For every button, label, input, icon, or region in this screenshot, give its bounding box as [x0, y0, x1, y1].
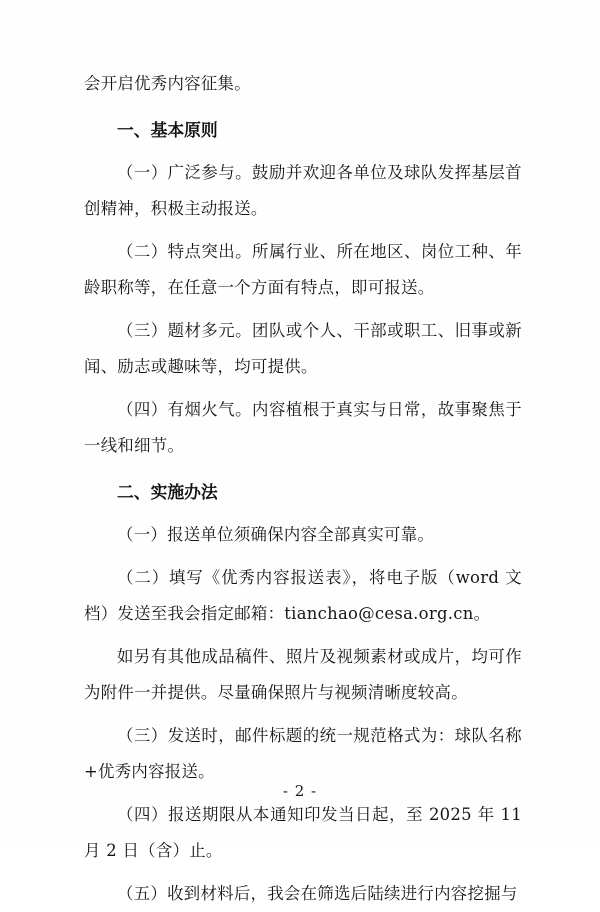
paragraph-method-4: （四）报送期限从本通知印发当日起，至 2025 年 11 月 2 日（含）止。	[84, 805, 522, 860]
spacer	[84, 510, 522, 517]
page-number: - 2 -	[282, 782, 318, 800]
spacer	[84, 869, 522, 876]
paragraph-method-2: （二）填写《优秀内容报送表》，将电子版（word 文档）发送至我会指定邮箱：tianchao@cesa.org.cn。	[84, 568, 522, 623]
spacer	[84, 553, 522, 560]
section-heading-implementation: 二、实施办法	[117, 482, 218, 502]
spacer	[84, 711, 522, 718]
spacer	[84, 227, 522, 234]
paragraph-method-3: （三）发送时，邮件标题的统一规范格式为：球队名称+优秀内容报送。	[84, 726, 522, 781]
section-heading-basic-principles: 一、基本原则	[117, 120, 218, 140]
spacer	[84, 306, 522, 313]
spacer	[84, 385, 522, 392]
spacer	[84, 632, 522, 639]
paragraph-continuation: 会开启优秀内容征集。	[84, 74, 251, 93]
paragraph-principle-1: （一）广泛参与。鼓励并欢迎各单位及球队发挥基层首创精神，积极主动报送。	[84, 163, 522, 218]
paragraph-principle-2: （二）特点突出。所属行业、所在地区、岗位工种、年龄职称等，在任意一个方面有特点，即可报送。	[84, 242, 522, 297]
paragraph-method-1: （一）报送单位须确保内容全部真实可靠。	[117, 525, 435, 544]
paragraph-principle-3: （三）题材多元。团队或个人、干部或职工、旧事或新闻、励志或趣味等，均可提供。	[84, 321, 522, 376]
paragraph-principle-4: （四）有烟火气。内容植根于真实与日常，故事聚焦于一线和细节。	[84, 400, 522, 455]
paragraph-method-2-note: 如另有其他成品稿件、照片及视频素材或成片，均可作为附件一并提供。尽量确保照片与视频清晰度较高。	[84, 647, 522, 702]
spacer	[84, 148, 522, 155]
spacer	[84, 102, 522, 112]
paragraph-method-5: （五）收到材料后，我会在筛选后陆续进行内容挖掘与	[117, 884, 518, 903]
spacer	[84, 464, 522, 474]
